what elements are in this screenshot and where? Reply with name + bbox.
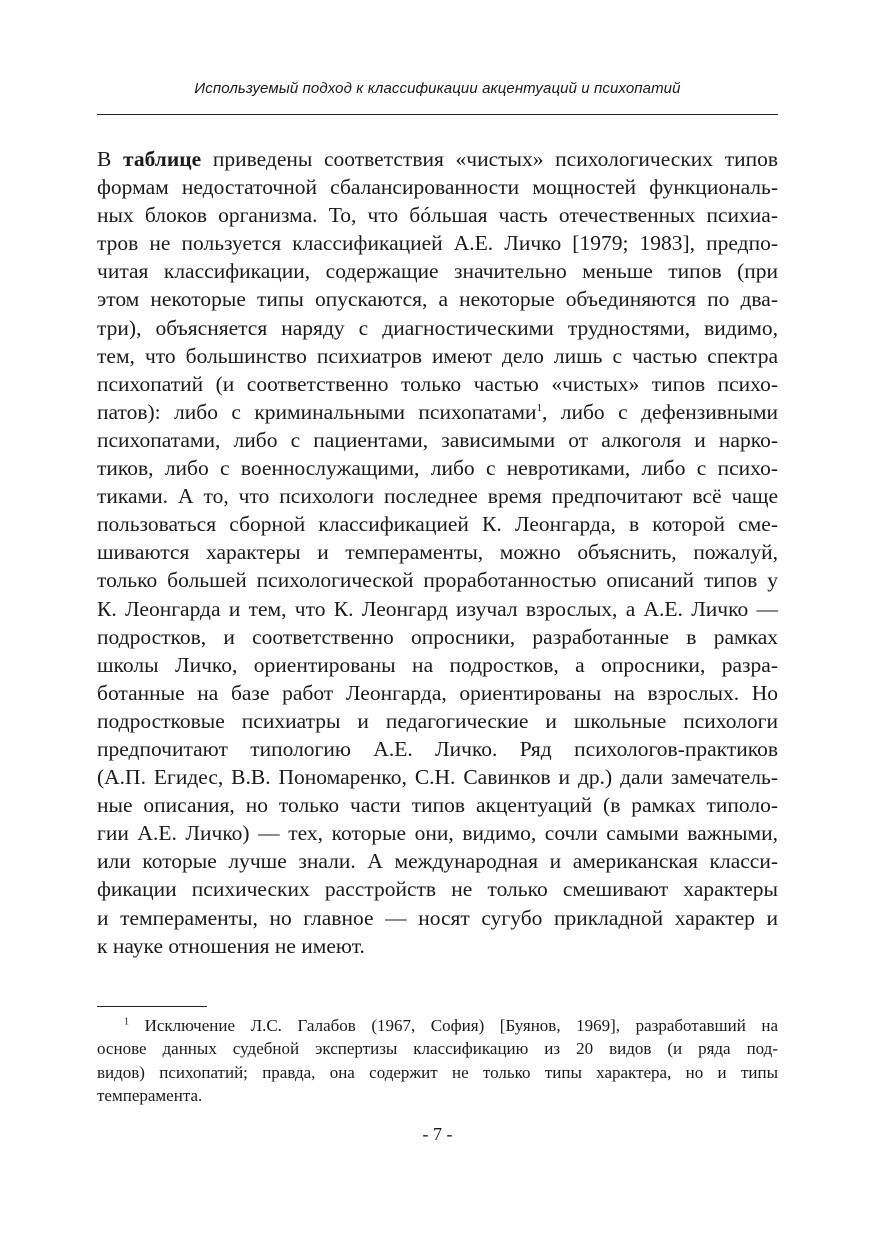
running-head: Используемый подход к классификации акцентуаций и психопатий [194,80,681,97]
text-line: предпочитают типологию А.Е. Личко. Ряд психологов-практиков [97,736,778,761]
footnote-line: основе данных судебной экспертизы классификацию из 20 видов (и ряда под- [97,1039,778,1059]
text-line: читая классификации, содержащие значительно меньше типов (при [97,259,778,284]
text-line: тиков, либо с военнослужащими, либо с невротиками, либо с психо- [97,456,778,481]
footnote [97,1014,778,1107]
footnote-line: видов) психопатий; правда, она содержит не только типы характера, но и типы [97,1062,778,1082]
text-line: гии А.Е. Личко) — тех, которые они, видимо, сочли самыми важными, [97,821,778,846]
text-line: подростковые психиатры и педагогические и школьные психологи [97,708,778,733]
text-fragment: В [97,147,112,171]
footnote-line [97,1014,778,1037]
text-fragment: приведены соответствия «чистых» психологических типов [212,147,779,171]
text-line: тиками. А то, что психологи последнее время предпочитают всё чаще [97,484,778,509]
text-line: подростков, и соответственно опросники, разработанные в рамках [97,624,778,649]
text-line: ботанные на базе работ Леонгарда, ориентированы на взрослых. Но [97,680,778,705]
footnote-line: темперамента. [97,1085,203,1105]
text-line: этом некоторые типы опускаются, а некоторые объединяются по два- [97,287,778,312]
main-paragraph [97,145,778,960]
text-line: три), объясняется наряду с диагностическими трудностями, видимо, [97,315,778,340]
text-line [97,398,778,426]
header-rule [97,114,778,115]
text-line: или которые лучше знали. А международная и американская класси- [97,849,778,874]
text-fragment: , либо с дефензивными [541,399,778,424]
text-line: тем, что большинство психиатров имеют дело лишь с частью спектра [97,343,778,368]
text-line: психопатий (и соответственно только частью «чистых» типов психо- [97,371,778,396]
text-line: шиваются характеры и темпераменты, можно объяснить, пожалуй, [97,540,778,565]
text-line: фикации психических расстройств не только смешивают характеры [97,877,778,902]
text-line: и темпераменты, но главное — носят сугубо прикладной характер и [97,905,778,930]
text-line: формам недостаточной сбалансированности мощностей функциональ- [97,175,778,200]
text-line: (А.П. Егидес, В.В. Пономаренко, С.Н. Савинков и др.) дали замечатель- [97,765,778,790]
text-line: ных блоков организма. То, что бóльшая часть отечественных психиа- [97,203,778,228]
text-line: к науке отношения не имеют. [97,933,365,958]
text-fragment: патов): либо с криминальными психопатами [97,399,537,424]
page-number: - 7 - [422,1124,453,1144]
footnote-reference[interactable]: 1 [536,401,542,414]
text-line: психопатами, либо с пациентами, зависимыми от алкоголя и нарко- [97,427,778,452]
footnote-marker: 1 [124,1016,129,1028]
text-line: школы Личко, ориентированы на подростков, а опросники, разра- [97,652,778,677]
text-fragment: Исключение Л.С. Галабов (1967, София) [Буянов, 1969], разработавший на [144,1016,778,1035]
footnote-rule [97,1006,207,1007]
text-line: К. Леонгарда и тем, что К. Леонгард изучал взрослых, а А.Е. Личко — [97,596,778,621]
text-line [97,145,778,173]
text-line: пользоваться сборной классификацией К. Леонгарда, в которой сме- [97,512,778,537]
text-line: ные описания, но только части типов акцентуаций (в рамках типоло- [97,793,778,818]
bold-term: таблице [123,147,202,171]
text-line: только большей психологической проработанностью описаний типов у [97,568,778,593]
text-line: тров не пользуется классификацией А.Е. Личко [1979; 1983], предпо- [97,231,778,256]
